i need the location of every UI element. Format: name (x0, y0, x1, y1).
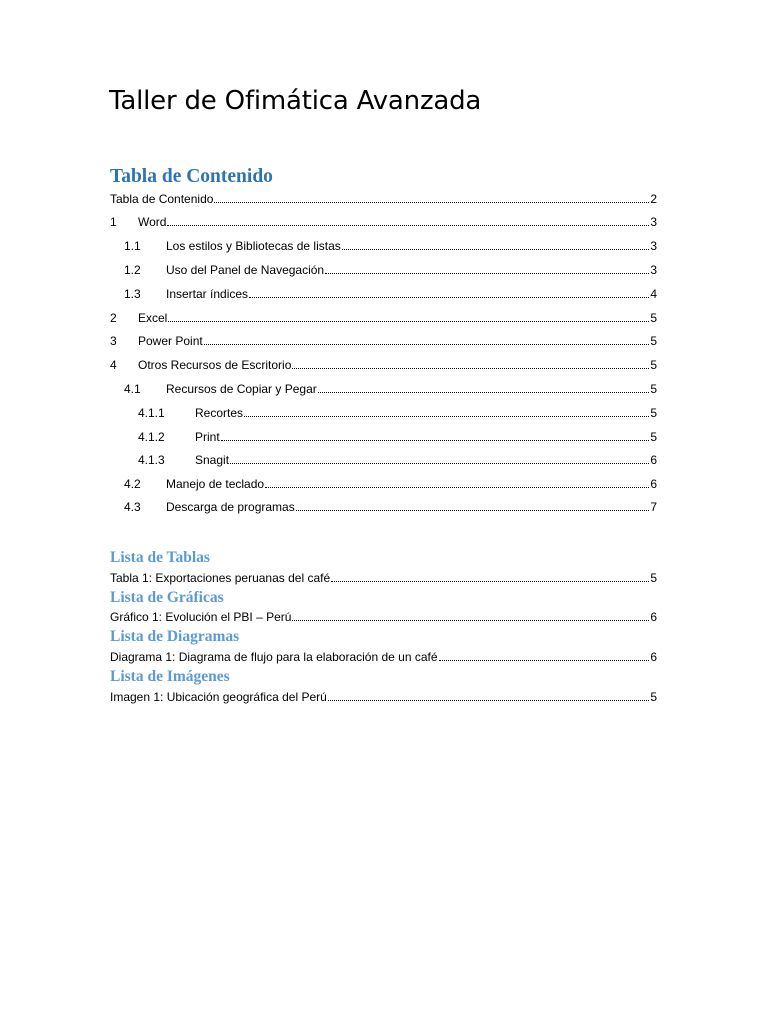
toc-leader-dots (292, 356, 649, 369)
list-entry-page: 6 (650, 610, 657, 624)
list-of-diagrams-heading: Lista de Diagramas (110, 628, 240, 645)
toc-entry-page: 3 (650, 239, 657, 253)
list-entry-page: 5 (650, 571, 657, 585)
toc-entry[interactable] (138, 451, 657, 469)
toc-entry-text: Word (138, 215, 167, 229)
toc-entry-number: 3 (110, 334, 117, 348)
toc-entry-text: Uso del Panel de Navegación (166, 263, 325, 277)
toc-entry-text: Print (195, 430, 220, 444)
toc-entry-text: Insertar índices (166, 287, 249, 301)
toc-entry[interactable] (124, 475, 657, 493)
toc-entry-page: 5 (650, 382, 657, 396)
toc-leader-dots (249, 285, 649, 298)
toc-entry-text: Recursos de Copiar y Pegar (166, 382, 317, 396)
toc-entry[interactable] (124, 498, 657, 516)
toc-entry-number: 4.2 (124, 477, 141, 491)
toc-heading: Tabla de Contenido (110, 166, 273, 187)
toc-entry-text: Snagit (195, 453, 230, 467)
list-leader-dots (439, 648, 650, 661)
toc-entry-text: Excel (138, 311, 168, 325)
toc-entry-text: Tabla de Contenido (110, 192, 214, 206)
toc-entry-page: 6 (650, 477, 657, 491)
toc-entry-page: 4 (650, 287, 657, 301)
toc-leader-dots (342, 237, 650, 250)
toc-entry[interactable] (124, 237, 657, 255)
list-of-images-heading: Lista de Imágenes (110, 668, 230, 685)
list-entry-page: 5 (650, 690, 657, 704)
toc-entry[interactable] (138, 404, 657, 422)
toc-entry[interactable] (110, 309, 657, 327)
list-entry-page: 6 (650, 650, 657, 664)
list-entry[interactable] (110, 569, 657, 587)
toc-entry-page: 3 (650, 215, 657, 229)
toc-entry-number: 1.1 (124, 239, 141, 253)
toc-entry[interactable] (138, 428, 657, 446)
toc-entry-number: 1.3 (124, 287, 141, 301)
toc-entry-number: 4.1.1 (138, 406, 165, 420)
list-of-tables-heading: Lista de Tablas (110, 549, 210, 566)
toc-entry-number: 1 (110, 215, 117, 229)
list-of-charts-heading: Lista de Gráficas (110, 589, 224, 606)
toc-leader-dots (230, 451, 649, 464)
toc-leader-dots (325, 261, 649, 274)
toc-entry[interactable] (110, 213, 657, 231)
toc-entry-page: 6 (650, 453, 657, 467)
toc-entry-page: 2 (650, 192, 657, 206)
toc-leader-dots (244, 404, 649, 417)
toc-entry-text: Otros Recursos de Escritorio (138, 358, 292, 372)
toc-entry-number: 1.2 (124, 263, 141, 277)
toc-entry-text: Manejo de teclado (166, 477, 265, 491)
toc-leader-dots (221, 428, 650, 441)
list-entry-text: Gráfico 1: Evolución el PBI – Perú (110, 610, 292, 624)
list-entry-text: Tabla 1: Exportaciones peruanas del café (110, 571, 331, 585)
toc-entry[interactable] (110, 190, 657, 208)
toc-leader-dots (167, 213, 649, 226)
toc-leader-dots (214, 190, 649, 203)
toc-entry[interactable] (124, 380, 657, 398)
list-entry[interactable] (110, 608, 657, 626)
toc-entry-page: 5 (650, 358, 657, 372)
toc-entry[interactable] (110, 332, 657, 350)
toc-leader-dots (204, 332, 650, 345)
toc-entry-page: 5 (650, 311, 657, 325)
list-entry-text: Diagrama 1: Diagrama de flujo para la elaboración de un café (110, 650, 438, 664)
toc-entry[interactable] (124, 261, 657, 279)
toc-leader-dots (318, 380, 650, 393)
list-leader-dots (331, 569, 649, 582)
toc-entry-number: 4.1 (124, 382, 141, 396)
toc-entry-number: 4.1.3 (138, 453, 165, 467)
toc-entry-page: 7 (650, 500, 657, 514)
toc-leader-dots (265, 475, 649, 488)
list-entry[interactable] (110, 648, 657, 666)
toc-entry-text: Recortes (195, 406, 244, 420)
toc-entry-page: 5 (650, 334, 657, 348)
toc-entry-page: 5 (650, 430, 657, 444)
toc-entry-text: Power Point (138, 334, 203, 348)
list-entry-text: Imagen 1: Ubicación geográfica del Perú (110, 690, 327, 704)
toc-entry-number: 2 (110, 311, 117, 325)
toc-entry-page: 3 (650, 263, 657, 277)
toc-entry[interactable] (110, 356, 657, 374)
list-leader-dots (328, 688, 650, 701)
toc-entry-number: 4.1.2 (138, 430, 165, 444)
toc-leader-dots (296, 498, 650, 511)
toc-entry-text: Descarga de programas (166, 500, 295, 514)
toc-entry[interactable] (124, 285, 657, 303)
toc-entry-page: 5 (650, 406, 657, 420)
list-entry[interactable] (110, 688, 657, 706)
document-title: Taller de Ofimática Avanzada (109, 86, 482, 116)
toc-entry-text: Los estilos y Bibliotecas de listas (166, 239, 341, 253)
toc-entry-number: 4.3 (124, 500, 141, 514)
list-leader-dots (292, 608, 649, 621)
toc-leader-dots (168, 309, 649, 322)
toc-entry-number: 4 (110, 358, 117, 372)
